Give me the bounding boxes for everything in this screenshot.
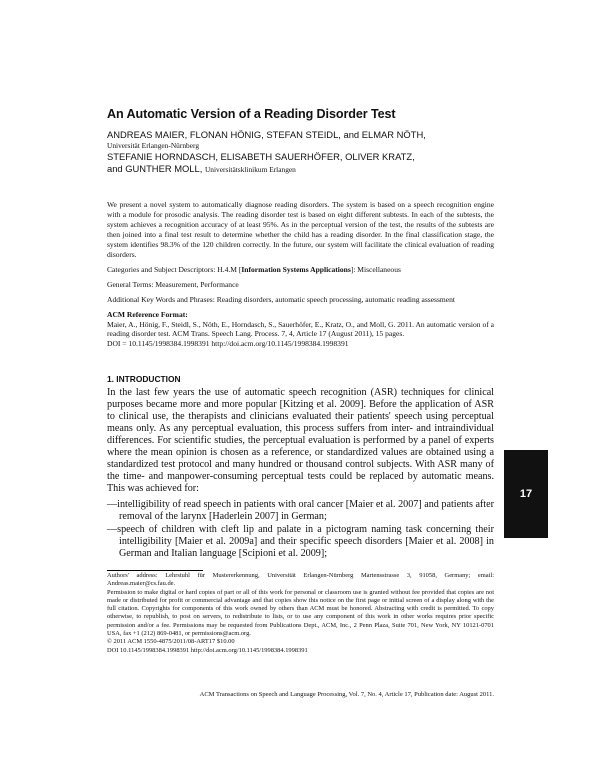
author-block: [107, 129, 497, 175]
author-line-2: STEFANIE HORNDASCH, ELISABETH SAUERHÖFER, OLIVER KRATZ,: [107, 151, 415, 163]
section-heading: 1. INTRODUCTION: [107, 374, 181, 384]
reference-text: Maier, A., Hönig, F., Steidl, S., Nöth, E., Horndasch, S., Sauerhöfer, E., Kratz, O., and Moll, G. 2011. An automatic version of a reading disorder test. ACM Trans. Speech Lang. Process. 7, 4, Article 17 (August 2011), 15 pages.: [107, 319, 494, 339]
list-item: —intelligibility of read speech in patients with oral cancer [Maier et al. 2007] and patients after removal of the larynx [Haderlein 2007] in German;: [107, 499, 494, 523]
introduction-paragraph: In the last few years the use of automatic speech recognition (ASR) techniques for clinical purposes became more and more popular [Kitzing et al. 2009]. Before the application of ASR to clinical use, the therapists and clinicians evaluated their patients' speech using perceptual means only. As any perceptual evaluation, this process suffers from inter- and intraindividual differences. For scientific studies, the perceptual evaluation is performed by a panel of experts where the mean opinion is chosen as a reference, or standardized values are obtained using a standardized test protocol and many hundred or thousand control subjects. With ASR many of the time- and manpower-consuming perceptual tests could be replaced by automatic means. This was achieved for:: [107, 387, 494, 495]
footnote-address: Authors' address: Lehrstuhl für Mustererkennung, Universität Erlangen-Nürnberg Martensstrasse 3, 91058, Germany; email: Andreas.maier@cs.fau.de.: [107, 572, 494, 588]
footnote-block: [107, 572, 494, 655]
categories-prefix: Categories and Subject Descriptors: H.4.M [: [107, 264, 242, 274]
categories-bold: Information Systems Applications: [241, 264, 351, 274]
footnote-rule: [107, 570, 203, 571]
affiliation-1: Universität Erlangen-Nürnberg: [107, 141, 200, 151]
footnote-copyright: © 2011 ACM 1550-4875/2011/08-ART17 $10.00: [107, 638, 235, 646]
author-line-3: [107, 163, 497, 175]
categories-line: [107, 265, 494, 275]
general-terms: General Terms: Measurement, Performance: [107, 279, 239, 289]
abstract-block: [107, 200, 494, 349]
achievement-list: [107, 499, 494, 559]
author-line-1: [107, 129, 497, 140]
authors-group-3: and GUNTHER MOLL,: [107, 162, 203, 174]
footnote-doi: DOI 10.1145/1998384.1998391 http://doi.acm.org/10.1145/1998384.1998391: [107, 646, 308, 654]
article-number-tab: 17: [504, 450, 548, 538]
keywords: Additional Key Words and Phrases: Reading disorders, automatic speech processing, automatic reading assessment: [107, 294, 456, 304]
running-footer: ACM Transactions on Speech and Language Processing, Vol. 7, No. 4, Article 17, Publication date: August 2011.: [199, 691, 494, 698]
reference-doi: DOI = 10.1145/1998384.1998391 http://doi.acm.org/10.1145/1998384.1998391: [107, 339, 349, 349]
paper-title: An Automatic Version of a Reading Disorder Test: [107, 107, 396, 121]
categories-suffix: ]: Miscellaneous: [350, 264, 401, 274]
introduction-body: [107, 387, 494, 560]
affiliation-2: Universitätsklinikum Erlangen: [204, 164, 296, 174]
authors-group-1: ANDREAS MAIER, FLONAN HÖNIG, STEFAN STEIDL, and ELMAR NÖTH,: [107, 129, 426, 140]
abstract-text: We present a novel system to automatically diagnose reading disorders. The system is based on a speech recognition engine with a module for prosodic analysis. The reading disorder test is based on eight different subtests. In each of the subtests, the system achieves a recognition accuracy of at least 95%. As in the perceptual version of the test, the results of the subtests are then joined into a final test result to determine whether the child has a reading disorder. In the final classification stage, the system identifies 98.3% of the 120 children correctly. In the future, our system will facilitate the clinical evaluation of reading disorders.: [107, 200, 494, 259]
reference-heading: ACM Reference Format:: [107, 309, 188, 319]
footnote-permission: Permission to make digital or hard copies of part or all of this work for personal or classroom use is granted without fee provided that copies are not made or distributed for profit or commercial advantage and that copies show this notice on the first page or initial screen of a display along with the full citation. Copyrights for components of this work owned by others than ACM must be honored. Abstracting with credit is permitted. To copy otherwise, to republish, to post on servers, to redistribute to lists, or to use any component of this work in other works requires prior specific permission and/or a fee. Permissions may be requested from Publications Dept., ACM, Inc., 2 Penn Plaza, Suite 701, New York, NY 10121-0701 USA, fax +1 (212) 869-0481, or permissions@acm.org.: [107, 588, 494, 638]
list-item: —speech of children with cleft lip and palate in a pictogram naming task concerning their intelligibility [Maier et al. 2009a] and their specific speech disorders [Maier et al. 2008] in German and Italian language [Scipioni et al. 2009];: [107, 523, 494, 559]
reference-format: [107, 310, 494, 350]
